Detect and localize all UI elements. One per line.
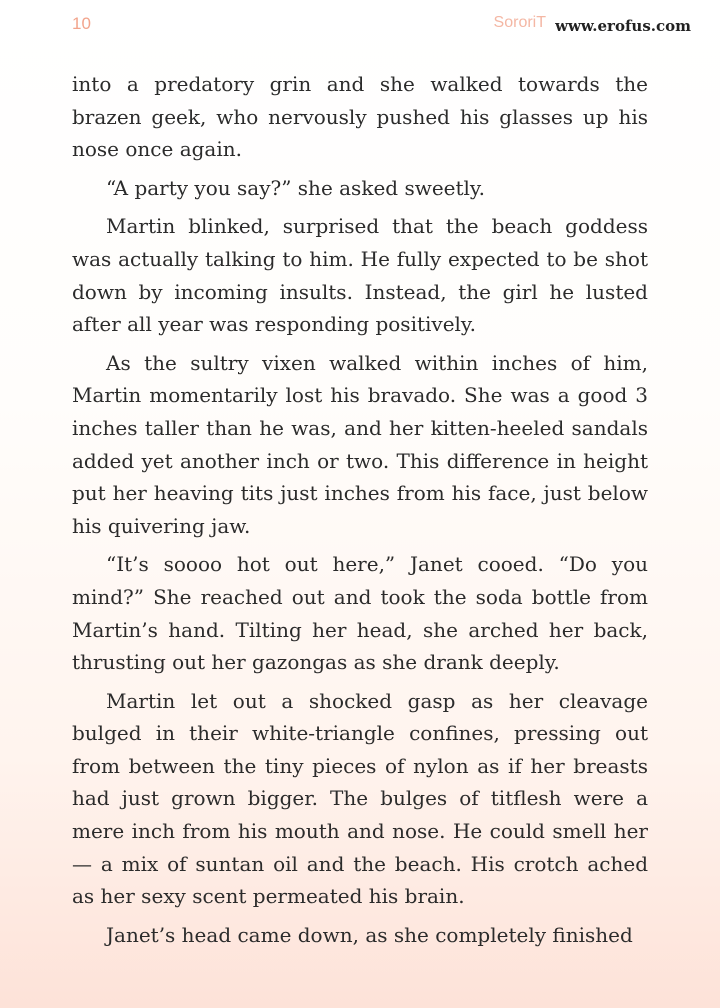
paragraph: Martin blinked, surprised that the beach goddess was actually talking to him. He fully expected to be shot down by incoming insults. Instead, the girl he lusted after all year was responding positively. xyxy=(72,214,648,337)
running-title: SororiT xyxy=(493,14,546,31)
paragraph: Janet’s head came down, as she completely finished xyxy=(106,922,633,947)
paragraph: “It’s soooo hot out here,” Janet cooed. “Do you mind?” She reached out and took the soda bottle from Martin’s hand. Tilting her head, she arched her back, thrusting out her gazongas as she drank deeply. xyxy=(72,552,648,675)
story-text xyxy=(72,68,648,957)
paragraph: “A party you say?” she asked sweetly. xyxy=(106,175,485,200)
paragraph: As the sultry vixen walked within inches of him, Martin momentarily lost his bravado. She was a good 3 inches taller than he was, and her kitten-heeled sandals added yet another inch or two. This difference in height put her heaving tits just inches from his face, just below his quivering jaw. xyxy=(72,350,648,538)
paragraph: into a predatory grin and she walked towards the brazen geek, who nervously pushed his glasses up his nose once again. xyxy=(72,72,648,162)
page-number: 10 xyxy=(72,14,91,33)
watermark: www.erofus.com xyxy=(552,16,694,36)
paragraph: Martin let out a shocked gasp as her cleavage bulged in their white-triangle confines, pressing out from between the tiny pieces of nylon as if her breasts had just grown bigger. The bulges of titflesh were a mere inch from his mouth and nose. He could smell her — a mix of suntan oil and the beach. His crotch ached as her sexy scent permeated his brain. xyxy=(72,688,648,909)
